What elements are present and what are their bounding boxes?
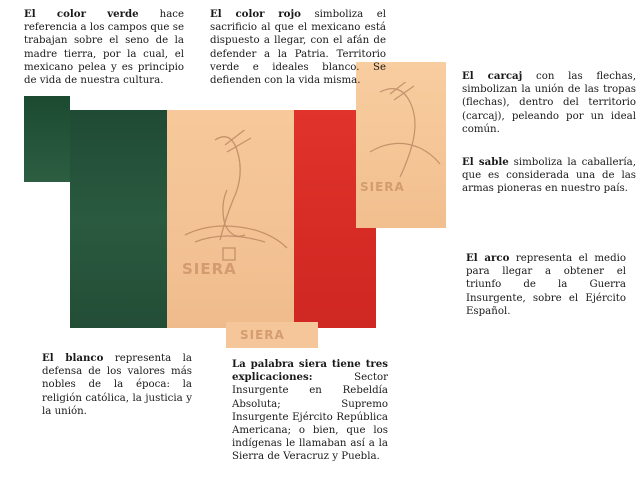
text-sable-body: simboliza la caballería, que es considerada una de las armas pioneras en nuestro país. [462,157,636,195]
flag-emblem-sketch [175,130,295,280]
text-palabra-siera [232,358,388,464]
text-palabra-body: Sector Insurgente en Rebeldía Absoluta; Supremo Insurgente Ejército República Americana; o bien, que los indígenas le llamaban así a la Sierra de Veracruz y Puebla. [232,372,388,463]
text-verde-heading: El color verde [24,8,139,20]
flag-sierra-lettering: SIERA [182,260,237,278]
text-arco-heading: El arco [466,252,510,264]
text-arco-body: representa el medio para llegar a obtener el triunfo de la Guerra Insurgente, sobre el Ejército Español. [466,253,626,317]
text-rojo [210,8,386,87]
sierra-detail-swatch [226,322,318,348]
text-palabra-heading: La palabra siera tiene tres explicaciones: [232,358,388,384]
insurgent-flag-image [70,110,376,328]
text-carcaj [462,70,636,136]
text-arco [466,252,626,318]
text-blanco [42,352,192,418]
text-carcaj-body: con las flechas, simbolizan la unión de las tropas (flechas), dentro del territorio (carcaj), peleando por un ideal común. [462,71,637,135]
text-verde-body: hace referencia a los campos que se trabajan sobre el seno de la madre tierra, por la cual, el mexicano pelea y es principio de vida de nuestra cultura. [24,9,184,87]
text-carcaj-heading: El carcaj [462,70,523,82]
quiver-sierra-lettering: SIERA [360,180,405,194]
text-sable-heading: El sable [462,156,509,168]
sierra-swatch-lettering: SIERA [240,328,285,342]
text-verde [24,8,184,87]
text-rojo-body: simboliza el sacrificio al que el mexicano está dispuesto a llegar, con el afán de defender a la Patria. Territorio verde e ideales blanco. Se defienden con la vida misma. [210,9,386,87]
text-blanco-body: representa la defensa de los valores más nobles de la época: la religión católica, la justicia y la unión. [42,353,192,417]
text-blanco-heading: El blanco [42,352,104,364]
text-rojo-heading: El color rojo [210,8,301,20]
green-detail-swatch [24,96,70,182]
flag-green-stripe [70,110,167,328]
text-sable [462,156,636,196]
